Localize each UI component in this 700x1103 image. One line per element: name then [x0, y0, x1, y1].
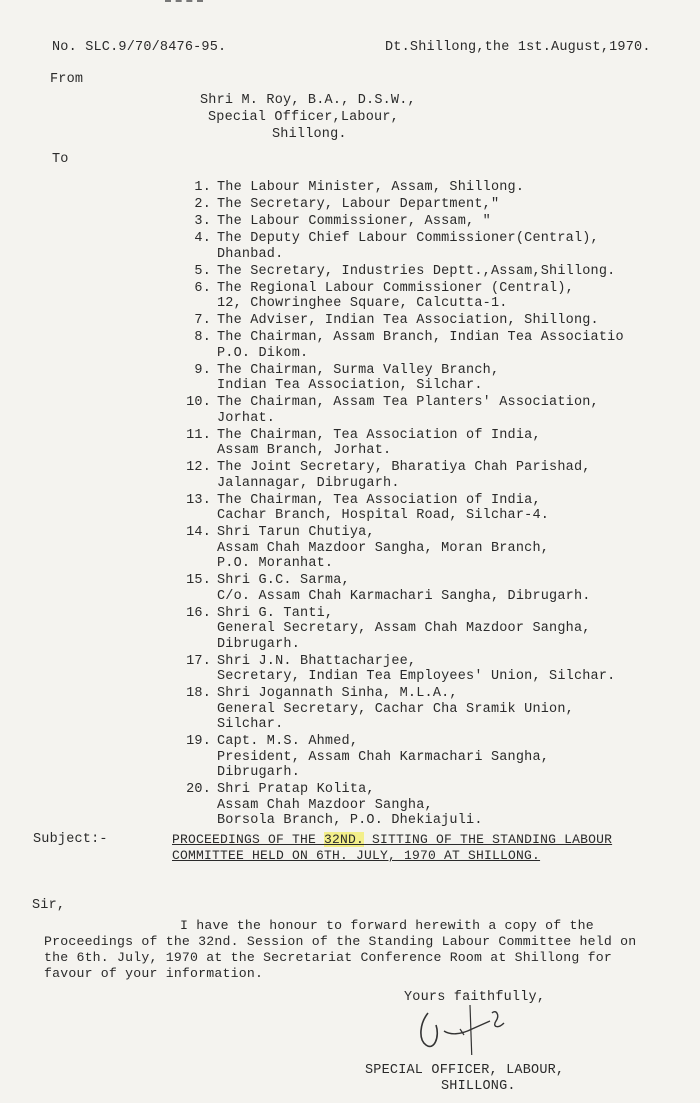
top-edge-mark — [165, 0, 203, 5]
recipient-item — [175, 573, 695, 604]
sender-block — [200, 92, 416, 143]
recipient-item — [175, 493, 695, 524]
recipient-address: The Chairman, Assam Branch, Indian Tea Associatio P.O. Dikom. — [217, 330, 624, 361]
recipient-item — [175, 363, 695, 394]
recipient-address: The Secretary, Industries Deptt.,Assam,Shillong. — [217, 263, 616, 279]
recipient-number: 10. — [186, 395, 211, 410]
recipient-number: 14. — [186, 525, 211, 540]
recipient-address: The Chairman, Tea Association of India, Cachar Branch, Hospital Road, Silchar-4. — [217, 492, 550, 523]
to-label: To — [52, 152, 69, 167]
body-paragraph — [44, 918, 644, 982]
recipient-item — [175, 606, 695, 653]
recipient-item — [175, 460, 695, 491]
recipient-item — [175, 525, 695, 572]
recipient-address: The Deputy Chief Labour Commissioner(Central), Dhanbad. — [217, 231, 599, 262]
subject-part1: PROCEEDINGS OF THE — [172, 832, 325, 847]
recipient-address: Shri Tarun Chutiya, Assam Chah Mazdoor Sangha, Moran Branch, P.O. Moranhat. — [217, 525, 550, 571]
recipient-number: 19. — [186, 734, 211, 749]
recipient-address: Shri G. Tanti, General Secretary, Assam Chah Mazdoor Sangha, Dibrugarh. — [217, 605, 591, 652]
recipient-address: Capt. M.S. Ahmed, President, Assam Chah Karmachari Sangha, Dibrugarh. — [217, 734, 550, 780]
recipient-number: 12. — [186, 460, 211, 475]
recipient-item — [175, 264, 695, 280]
recipient-number: 16. — [186, 605, 211, 621]
salutation: Sir, — [32, 898, 66, 913]
recipient-number: 5. — [194, 263, 211, 279]
recipient-address: The Joint Secretary, Bharatiya Chah Parishad, Jalannagar, Dibrugarh. — [217, 460, 591, 491]
closing-phrase: Yours faithfully, — [404, 990, 546, 1005]
recipient-item — [175, 734, 695, 781]
recipient-address: The Chairman, Tea Association of India, Assam Branch, Jorhat. — [217, 427, 541, 458]
recipient-number: 7. — [194, 313, 211, 328]
recipient-number: 15. — [186, 573, 211, 588]
recipient-number: 9. — [194, 362, 211, 378]
subject-text — [172, 832, 642, 864]
recipient-number: 8. — [194, 330, 211, 345]
signatory-title: SPECIAL OFFICER, LABOUR, — [365, 1063, 565, 1078]
recipient-address: Shri J.N. Bhattacharjee, Secretary, Indian Tea Employees' Union, Silchar. — [217, 653, 616, 684]
letter-date: Dt.Shillong,the 1st.August,1970. — [385, 40, 651, 55]
recipient-item — [175, 214, 695, 230]
sender-name: Shri M. Roy, B.A., D.S.W., — [200, 93, 416, 108]
body-text: I have the honour to forward herewith a copy of the Proceedings of the 32nd. Session of the Standing Labour Committee held on the 6th. July, 1970 at the Secretariat Conference Room at Shillong for favour of your information. — [44, 918, 637, 981]
recipient-item — [175, 231, 695, 262]
from-label: From — [50, 72, 84, 87]
reference-number: No. SLC.9/70/8476-95. — [52, 40, 227, 55]
subject-part2: SITTING OF THE STANDING LABOUR COMMITTEE HELD ON 6TH. JULY, 1970 AT SHILLONG. — [172, 832, 613, 863]
recipient-number: 1. — [194, 180, 211, 195]
recipient-item — [175, 654, 695, 685]
recipient-item — [175, 180, 695, 196]
recipient-list — [175, 180, 695, 830]
recipient-address: Shri Jogannath Sinha, M.L.A., General Secretary, Cachar Cha Sramik Union, Silchar. — [217, 686, 574, 732]
recipient-item — [175, 686, 695, 733]
recipient-item — [175, 782, 695, 829]
signatory-block — [365, 1063, 564, 1095]
recipient-number: 2. — [194, 197, 211, 212]
recipient-number: 18. — [186, 686, 211, 701]
recipient-address: The Chairman, Surma Valley Branch, Indian Tea Association, Silchar. — [217, 362, 500, 393]
recipient-address: The Labour Minister, Assam, Shillong. — [217, 180, 525, 195]
recipient-number: 20. — [186, 782, 211, 797]
recipient-item — [175, 197, 695, 213]
recipient-number: 17. — [186, 653, 211, 669]
recipient-item — [175, 281, 695, 312]
recipient-number: 3. — [194, 214, 211, 229]
recipient-item — [175, 395, 695, 426]
recipient-address: Shri G.C. Sarma, C/o. Assam Chah Karmachari Sangha, Dibrugarh. — [217, 573, 591, 604]
signatory-place: SHILLONG. — [441, 1079, 516, 1094]
subject-highlight: 32ND. — [324, 832, 365, 847]
recipient-number: 6. — [194, 280, 211, 296]
recipient-number: 11. — [186, 427, 211, 443]
recipient-item — [175, 313, 695, 329]
recipient-address: The Adviser, Indian Tea Association, Shillong. — [217, 313, 599, 328]
recipient-address: The Chairman, Assam Tea Planters' Association, Jorhat. — [217, 395, 599, 426]
recipient-number: 4. — [194, 231, 211, 246]
recipient-address: The Labour Commissioner, Assam, " — [217, 214, 491, 229]
recipient-number: 13. — [186, 492, 211, 508]
recipient-item — [175, 428, 695, 459]
recipient-address: The Secretary, Labour Department," — [217, 197, 500, 212]
sender-place: Shillong. — [272, 127, 347, 142]
signature-icon — [400, 995, 530, 1055]
sender-title: Special Officer,Labour, — [208, 110, 399, 125]
recipient-item — [175, 330, 695, 361]
recipient-address: Shri Pratap Kolita, Assam Chah Mazdoor Sangha, Borsola Branch, P.O. Dhekiajuli. — [217, 782, 483, 828]
recipient-address: The Regional Labour Commissioner (Central), 12, Chowringhee Square, Calcutta-1. — [217, 280, 574, 311]
subject-label: Subject:- — [33, 832, 108, 847]
